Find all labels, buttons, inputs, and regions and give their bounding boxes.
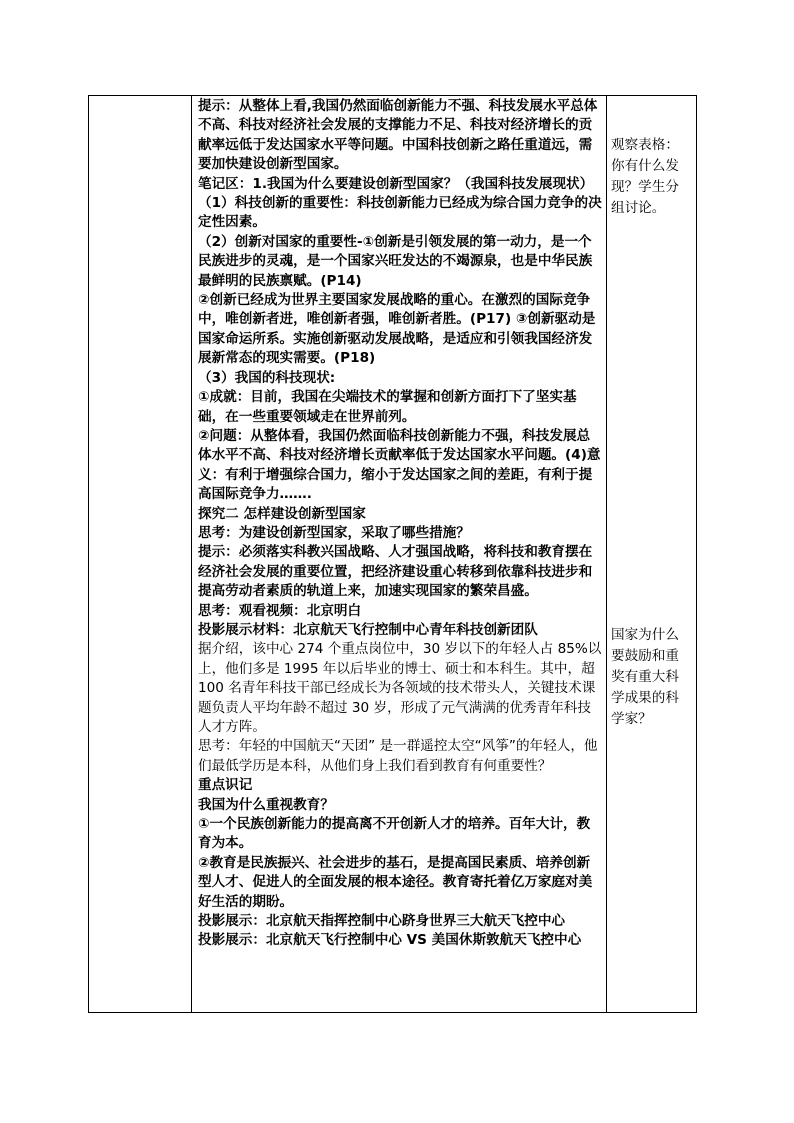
projection-1: 投影展示：北京航天指挥控制中心跻身世界三大航天飞控中心 — [198, 913, 566, 930]
key-points-heading: 重点识记 — [198, 777, 253, 794]
activity-column-cell — [607, 96, 697, 1013]
hint-paragraph: 提示：从整体上看,我国仍然面临创新能力不强、科技发展水平总体不高、科技对经济社会发展的支撑能力不足、科技对经济增长的贡献率远低于发达国家水平等问题。中国科技创新之路任重道远，需要加快建设创新型国家。 — [198, 98, 598, 173]
activity-note-2: 国家为什么要鼓励和重奖有重大科学成果的科学家？ — [611, 627, 679, 727]
achievement-paragraph: ①成就：目前，我国在尖端技术的掌握和创新方面打下了坚实基础，在一些重要领域走在世界前列。 — [198, 389, 577, 425]
notes-point-2: （2）创新对国家的重要性-①创新是引领发展的第一动力，是一个民族进步的灵魂，是一个国家兴旺发达的不竭源泉，也是中华民族最鲜明的民族禀赋。(P14) — [198, 233, 593, 289]
think-video: 思考：观看视频：北京明白 — [198, 602, 362, 619]
inquiry-2-heading: 探究二 怎样建设创新型国家 — [198, 505, 366, 522]
education-point-1: ①一个民族创新能力的提高离不开创新人才的培养。百年大计，教育为本。 — [198, 816, 591, 852]
think-question-1: 思考：为建设创新型国家，采取了哪些措施？ — [198, 524, 470, 541]
content-column-cell — [192, 96, 607, 1013]
projection-2: 投影展示：北京航天飞行控制中心 VS 美国休斯敦航天飞控中心 — [198, 932, 582, 949]
notes-point-1: （1）科技创新的重要性：科技创新能力已经成为综合国力竞争的决定性因素。 — [198, 195, 602, 231]
lesson-plan-table — [88, 95, 697, 1013]
notes-point-2b: ②创新已经成为世界主要国家发展战略的重心。在激烈的国际竞争中，唯创新者进，唯创新者强，唯创新者胜。(P17) ③创新驱动是国家命运所系。实施创新驱动发展战略，是适应和引领我国经济发展新常态的现实需要。(P18) — [198, 292, 596, 367]
education-point-2: ②教育是民族振兴、社会进步的基石，是提高国民素质、培养创新型人才、促进人的全面发展的根本途径。教育寄托着亿万家庭对美好生活的期盼。 — [198, 854, 593, 910]
notes-heading: 笔记区：1.我国为什么要建设创新型国家？（我国科技发展现状） — [198, 175, 594, 192]
left-column-cell — [89, 96, 192, 1013]
table-row — [89, 96, 697, 1013]
education-question: 我国为什么重视教育？ — [198, 796, 334, 813]
intro-paragraph: 据介绍，该中心 274 个重点岗位中，30 岁以下的年轻人占 85%以上，他们多是 1995 年以后毕业的博士、硕士和本科生。其中，超100 名青年科技干部已经成长为各领域的技术带头人，关键技术课题负责人平均年龄不超过 30 岁，形成了元气满满的优秀青年科技人才方阵。 — [198, 641, 602, 735]
activity-note-1: 观察表格：你有什么发现？学生分组讨论。 — [611, 137, 679, 216]
hint-paragraph-2: 提示：必须落实科教兴国战略、人才强国战略，将科技和教育摆在经济社会发展的重要位置，把经济建设重心转移到依靠科技进步和提高劳动者素质的轨道上来，加速实现国家的繁荣昌盛。 — [198, 544, 593, 600]
content-text — [192, 96, 606, 951]
projection-material: 投影展示材料：北京航天飞行控制中心青年科技创新团队 — [198, 621, 538, 638]
problem-paragraph: ②问题：从整体看，我国仍然面临科技创新能力不强，科技发展总体水平不高、科技对经济增长贡献率低于发达国家水平问题。(4)意义：有利于增强综合国力，缩小于发达国家之间的差距，有利于提高国际竞争力……. — [198, 427, 601, 503]
notes-point-3: （3）我国的科技现状: — [198, 369, 336, 386]
think-question-2: 思考：年轻的中国航天“天团” 是一群遥控太空“风筝”的年轻人，他们最低学历是本科，从他们身上我们看到教育有何重要性？ — [198, 738, 598, 774]
